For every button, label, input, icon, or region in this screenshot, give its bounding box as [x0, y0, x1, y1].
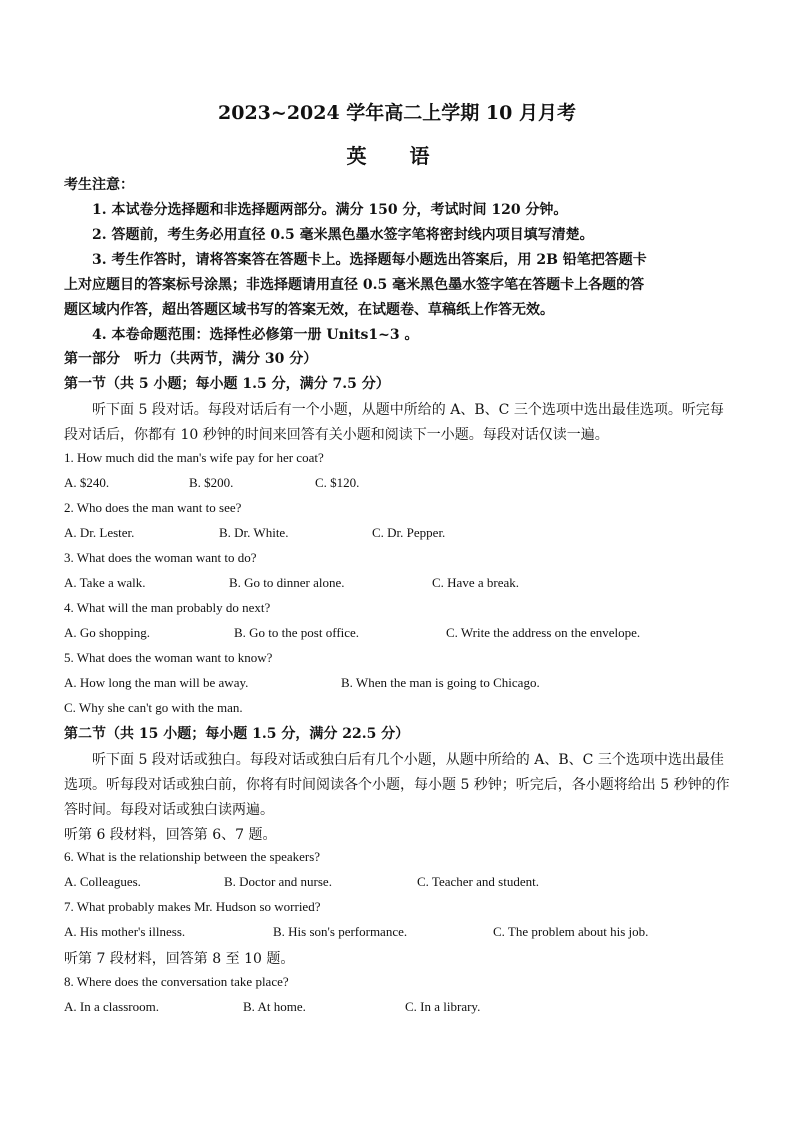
question-7: 7. What probably makes Mr. Hudson so worried? — [64, 899, 321, 914]
q8-option-b: B. At home. — [243, 999, 306, 1014]
q1-option-b: B. $200. — [189, 475, 234, 490]
material-7-label: 听第 7 段材料，回答第 8 至 10 题。 — [64, 951, 295, 967]
notice-item-2: 2. 答题前，考生务必用直径 0.5 毫米黑色墨水签字笔将密封线内项目填写清楚。 — [92, 227, 594, 243]
q8-option-a: A. In a classroom. — [64, 999, 159, 1014]
notice-heading: 考生注意： — [64, 177, 134, 193]
q6-option-a: A. Colleagues. — [64, 874, 141, 889]
q4-option-c: C. Write the address on the envelope. — [446, 625, 641, 640]
section1-instruction-2: 段对话后，你都有 10 秒钟的时间来回答有关小题和阅读下一小题。每段对话仅读一遍。 — [64, 427, 609, 443]
part1-heading: 第一部分 听力（共两节，满分 30 分） — [64, 351, 318, 367]
q1-option-a: A. $240. — [64, 475, 110, 490]
section2-instruction-2: 选项。听每段对话或独白前，你将有时间阅读各个小题，每小题 5 秒钟；听完后，各小题将给出 5 秒钟的作 — [64, 777, 730, 793]
subject-title: 英 语 — [346, 144, 448, 168]
question-1: 1. How much did the man's wife pay for her coat? — [64, 450, 324, 465]
q8-option-c: C. In a library. — [405, 999, 481, 1014]
q5-option-b: B. When the man is going to Chicago. — [341, 675, 540, 690]
q6-option-b: B. Doctor and nurse. — [224, 874, 332, 889]
q7-option-a: A. His mother's illness. — [64, 924, 186, 939]
q3-option-a: A. Take a walk. — [64, 575, 146, 590]
q7-option-b: B. His son's performance. — [273, 924, 408, 939]
section1-instruction-1: 听下面 5 段对话。每段对话后有一个小题，从题中所给的 A、B、C 三个选项中选出最佳选项。听完每 — [92, 402, 724, 418]
notice-item-3-cont2: 题区域内作答，超出答题区域书写的答案无效，在试题卷、草稿纸上作答无效。 — [64, 302, 554, 318]
notice-item-3: 3. 考生作答时，请将答案答在答题卡上。选择题每小题选出答案后，用 2B 铅笔把答题卡 — [92, 252, 647, 268]
question-4: 4. What will the man probably do next? — [64, 600, 271, 615]
material-6-label: 听第 6 段材料，回答第 6、7 题。 — [64, 827, 277, 843]
notice-item-1: 1. 本试卷分选择题和非选择题两部分。满分 150 分，考试时间 120 分钟。 — [92, 202, 568, 218]
q5-option-c: C. Why she can't go with the man. — [64, 700, 243, 715]
section2-instruction-3: 答时间。每段对话或独白读两遍。 — [64, 802, 274, 818]
question-3: 3. What does the woman want to do? — [64, 550, 257, 565]
q1-option-c: C. $120. — [315, 475, 360, 490]
question-6: 6. What is the relationship between the speakers? — [64, 849, 321, 864]
q5-option-a: A. How long the man will be away. — [64, 675, 249, 690]
q4-option-b: B. Go to the post office. — [234, 625, 360, 640]
question-2: 2. Who does the man want to see? — [64, 500, 242, 515]
q6-option-c: C. Teacher and student. — [417, 874, 539, 889]
q2-option-c: C. Dr. Pepper. — [372, 525, 446, 540]
q2-option-b: B. Dr. White. — [219, 525, 289, 540]
notice-item-3-cont: 上对应题目的答案标号涂黑；非选择题请用直径 0.5 毫米黑色墨水签字笔在答题卡上各题的答 — [64, 277, 645, 293]
q2-option-a: A. Dr. Lester. — [64, 525, 135, 540]
question-5: 5. What does the woman want to know? — [64, 650, 273, 665]
notice-item-4: 4. 本卷命题范围：选择性必修第一册 Units1~3 。 — [92, 327, 419, 343]
question-8: 8. Where does the conversation take place? — [64, 974, 289, 989]
q4-option-a: A. Go shopping. — [64, 625, 150, 640]
q3-option-c: C. Have a break. — [432, 575, 519, 590]
q3-option-b: B. Go to dinner alone. — [229, 575, 345, 590]
section2-heading: 第二节（共 15 小题；每小题 1.5 分，满分 22.5 分） — [64, 726, 410, 742]
section1-heading: 第一节（共 5 小题；每小题 1.5 分，满分 7.5 分） — [64, 376, 390, 392]
q7-option-c: C. The problem about his job. — [493, 924, 649, 939]
section2-instruction-1: 听下面 5 段对话或独白。每段对话或独白后有几个小题，从题中所给的 A、B、C 三个选项中选出最佳 — [92, 752, 724, 768]
exam-title: 2023~2024 学年高二上学期 10 月月考 — [218, 102, 576, 124]
